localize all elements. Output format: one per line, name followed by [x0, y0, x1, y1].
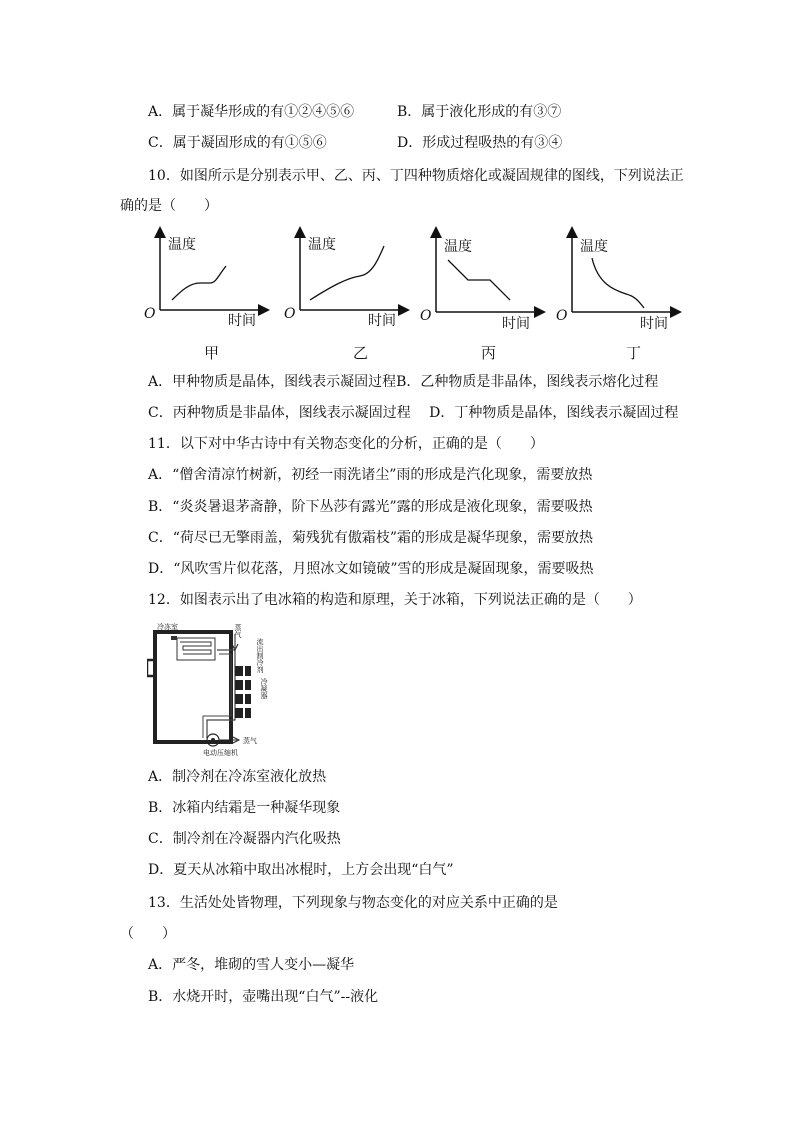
vapor2-label: 蒸气 [243, 737, 257, 745]
curve-bing [448, 260, 510, 300]
outflow-label: 流出制冷剂 [256, 638, 264, 673]
curve-yi [310, 246, 384, 300]
graph-yi [284, 228, 410, 329]
q10-options-line1: A．甲种物质是晶体，图线表示凝固过程B．乙种物质是非晶体，图线表示熔化过程 [148, 374, 659, 390]
ylabel: 温度 [168, 237, 196, 253]
q9-option-a: A．属于凝华形成的有①②④⑤⑥ [148, 104, 355, 120]
xlabel: 时间 [368, 313, 396, 329]
freezer-label: 冷冻室 [157, 623, 178, 631]
caption-ding: 丁 [626, 344, 642, 362]
condenser-label: 冷凝器 [260, 678, 268, 699]
curve-jia [172, 266, 226, 300]
ylabel: 温度 [444, 239, 472, 255]
q13-option-a: A．严冬，堆砌的雪人变小—凝华 [148, 957, 355, 973]
graph-bing [420, 228, 546, 332]
xlabel: 时间 [502, 316, 530, 332]
origin: O [556, 308, 568, 324]
q12-option-a: A．制冷剂在冷冻室液化放热 [148, 769, 327, 785]
ylabel: 温度 [580, 239, 608, 255]
q11-option-c: C．“荷尽已无擎雨盖，菊残犹有傲霜枝”霜的形成是凝华现象，需要放热 [148, 530, 594, 546]
q11-option-d: D．“风吹雪片似花落，月照冰文如镜破”雪的形成是凝固现象，需要吸热 [148, 561, 594, 577]
graph-jia [144, 228, 270, 329]
q10-options-line2: C．丙种物质是非晶体，图线表示凝固过程 D．丁种物质是晶体，图线表示凝固过程 [148, 405, 679, 421]
q13-stem-line1: 13．生活处处皆物理，下列现象与物态变化的对应关系中正确的是 [148, 895, 558, 911]
origin: O [420, 308, 432, 324]
xlabel: 时间 [640, 316, 668, 332]
q11-option-b: B．“炎炎暑退茅斋静，阶下丛莎有露光”露的形成是液化现象，需要吸热 [148, 499, 593, 515]
q12-option-b: B．冰箱内结霜是一种凝华现象 [148, 800, 341, 816]
caption-bing: 丙 [481, 344, 497, 362]
origin: O [284, 306, 296, 322]
q12-option-d: D．夏天从冰箱中取出冰棍时，上方会出现“白气” [148, 862, 454, 878]
xlabel: 时间 [228, 313, 256, 329]
q11-option-a: A．“僧舍清凉竹树新，初经一雨洗诸尘”雨的形成是汽化现象，需要放热 [148, 467, 593, 483]
compressor-label: 电动压缩机 [203, 749, 238, 757]
q10-stem-line2: 确的是（ ） [120, 198, 218, 214]
q9-option-b: B．属于液化形成的有③⑦ [397, 104, 562, 120]
caption-jia: 甲 [204, 344, 220, 362]
q10-stem-line1: 10．如图所示是分别表示甲、乙、丙、丁四种物质熔化或凝固规律的图线，下列说法正 [148, 168, 684, 184]
curve-ding [592, 258, 644, 308]
q11-stem: 11．以下对中华古诗中有关物态变化的分析，正确的是（ ） [148, 436, 544, 452]
ylabel: 温度 [308, 237, 336, 253]
refrigerator-diagram [147, 620, 277, 757]
q13-option-b: B．水烧开时，壶嘴出现“白气”--液化 [148, 989, 379, 1005]
graph-ding [556, 228, 682, 332]
q12-option-c: C．制冷剂在冷凝器内汽化吸热 [148, 831, 341, 847]
vapor-label: 蒸气 [234, 624, 242, 638]
q13-stem-line2: （ ） [120, 926, 176, 942]
q12-stem: 12．如图表示出了电冰箱的构造和原理，关于冰箱，下列说法正确的是（ ） [148, 592, 642, 608]
q9-option-d: D．形成过程吸热的有③④ [397, 135, 563, 151]
origin: O [144, 306, 156, 322]
caption-yi: 乙 [353, 344, 369, 362]
q9-option-c: C．属于凝固形成的有①⑤⑥ [148, 135, 327, 151]
